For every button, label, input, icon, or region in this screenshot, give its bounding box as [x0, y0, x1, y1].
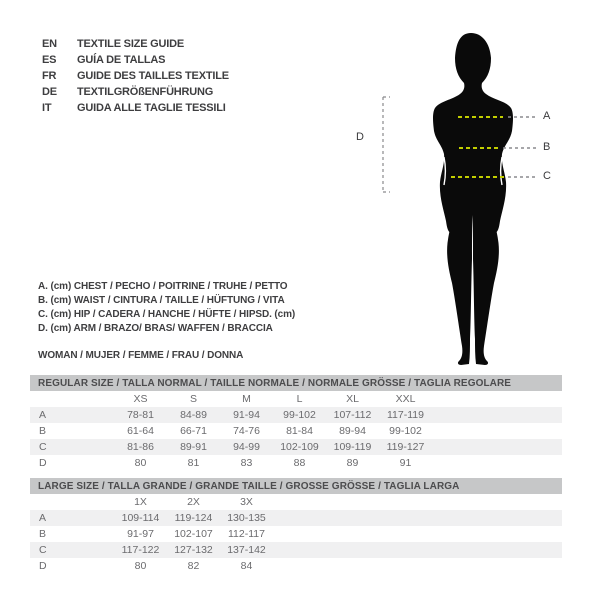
cell-value: 107-112 — [333, 409, 372, 421]
table-row — [30, 526, 562, 542]
cell-value: 81 — [187, 457, 200, 469]
measure-line-arm: D. (cm) ARM / BRAZO/ BRAS/ WAFFEN / BRACCIA — [38, 323, 273, 334]
regular-table-title: REGULAR SIZE / TALLA NORMAL / TAILLE NORMALE / NORMALE GRÖSSE / TAGLIA REGOLARE — [30, 375, 562, 391]
size-col-header: M — [242, 393, 251, 405]
large-table-title: LARGE SIZE / TALLA GRANDE / GRANDE TAILLE / GROSSE GRÖSSE / TAGLIA LARGA — [30, 478, 562, 494]
size-col-header: XL — [346, 393, 359, 405]
language-code: EN — [42, 38, 57, 50]
cell-value: 61-64 — [127, 425, 154, 437]
size-col-header: 3X — [240, 496, 253, 508]
cell-value: 66-71 — [180, 425, 207, 437]
cell-value: 78-81 — [127, 409, 154, 421]
cell-value: 89-94 — [339, 425, 366, 437]
measure-line-hip: C. (cm) HIP / CADERA / HANCHE / HÜFTE / HIPSD. (cm) — [38, 309, 296, 320]
language-row — [42, 52, 229, 68]
cell-value: 81-86 — [127, 441, 154, 453]
measure-line-waist: B. (cm) WAIST / CINTURA / TAILLE / HÜFTUNG / VITA — [38, 295, 285, 306]
language-title: TEXTILE SIZE GUIDE — [77, 38, 185, 50]
size-col-header: 2X — [187, 496, 200, 508]
cell-value: 88 — [293, 457, 306, 469]
measure-line-chest: A. (cm) CHEST / PECHO / POITRINE / TRUHE / PETTO — [38, 281, 288, 292]
cell-value: 119-127 — [386, 441, 425, 453]
size-col-header: XXL — [395, 393, 416, 405]
callout-label-b: B — [543, 141, 551, 153]
row-label: C — [39, 441, 47, 453]
language-code: ES — [42, 54, 57, 66]
cell-value: 94-99 — [233, 441, 260, 453]
table-row — [30, 423, 562, 439]
language-code: IT — [42, 102, 52, 114]
gender-line: WOMAN / MUJER / FEMME / FRAU / DONNA — [38, 350, 244, 361]
regular-size-header-row — [30, 391, 562, 407]
callout-label-c: C — [543, 170, 551, 182]
row-label: B — [39, 528, 47, 540]
language-code: DE — [42, 86, 57, 98]
row-label: B — [39, 425, 47, 437]
size-col-header: 1X — [134, 496, 147, 508]
cell-value: 81-84 — [286, 425, 313, 437]
language-title: TEXTILGRÖßENFÜHRUNG — [77, 86, 214, 98]
cell-value: 102-107 — [174, 528, 213, 540]
language-title: GUIDE DES TAILLES TEXTILE — [77, 70, 229, 82]
row-label: C — [39, 544, 47, 556]
regular-size-table — [30, 375, 562, 471]
cell-value: 127-132 — [174, 544, 213, 556]
size-col-header: XS — [133, 393, 148, 405]
cell-value: 84-89 — [180, 409, 207, 421]
row-label: D — [39, 457, 47, 469]
cell-value: 117-122 — [121, 544, 160, 556]
size-col-header: S — [189, 393, 197, 405]
cell-value: 80 — [134, 457, 147, 469]
size-col-header: L — [296, 393, 303, 405]
cell-value: 99-102 — [283, 409, 316, 421]
cell-value: 89-91 — [180, 441, 207, 453]
cell-value: 91-97 — [127, 528, 154, 540]
language-row — [42, 36, 229, 52]
table-row — [30, 407, 562, 423]
row-label: A — [39, 512, 47, 524]
cell-value: 112-117 — [228, 528, 265, 540]
callout-label-a: A — [543, 110, 551, 122]
measurement-legend — [38, 281, 295, 361]
cell-value: 109-114 — [121, 512, 160, 524]
cell-value: 83 — [240, 457, 253, 469]
row-label: D — [39, 560, 47, 572]
cell-value: 80 — [134, 560, 147, 572]
large-size-table — [30, 478, 562, 574]
cell-value: 91-94 — [233, 409, 260, 421]
table-row — [30, 542, 562, 558]
callout-label-d: D — [356, 131, 364, 143]
table-row — [30, 439, 562, 455]
language-row — [42, 68, 229, 84]
language-title: GUIDA ALLE TAGLIE TESSILI — [77, 102, 226, 114]
woman-silhouette — [433, 33, 513, 365]
cell-value: 82 — [187, 560, 200, 572]
cell-value: 91 — [399, 457, 412, 469]
cell-value: 84 — [240, 560, 253, 572]
language-row — [42, 100, 229, 116]
cell-value: 89 — [346, 457, 359, 469]
table-row — [30, 510, 562, 526]
cell-value: 137-142 — [227, 544, 266, 556]
table-row — [30, 455, 562, 471]
cell-value: 119-124 — [174, 512, 213, 524]
woman-silhouette-figure — [350, 31, 550, 366]
row-label: A — [39, 409, 47, 421]
cell-value: 102-109 — [280, 441, 319, 453]
language-list — [42, 36, 229, 116]
table-row — [30, 558, 562, 574]
cell-value: 99-102 — [389, 425, 422, 437]
cell-value: 117-119 — [387, 409, 424, 421]
language-code: FR — [42, 70, 57, 82]
large-size-header-row — [30, 494, 562, 510]
language-row — [42, 84, 229, 100]
cell-value: 109-119 — [333, 441, 372, 453]
cell-value: 74-76 — [233, 425, 260, 437]
cell-value: 130-135 — [227, 512, 266, 524]
language-title: GUÍA DE TALLAS — [77, 54, 166, 66]
